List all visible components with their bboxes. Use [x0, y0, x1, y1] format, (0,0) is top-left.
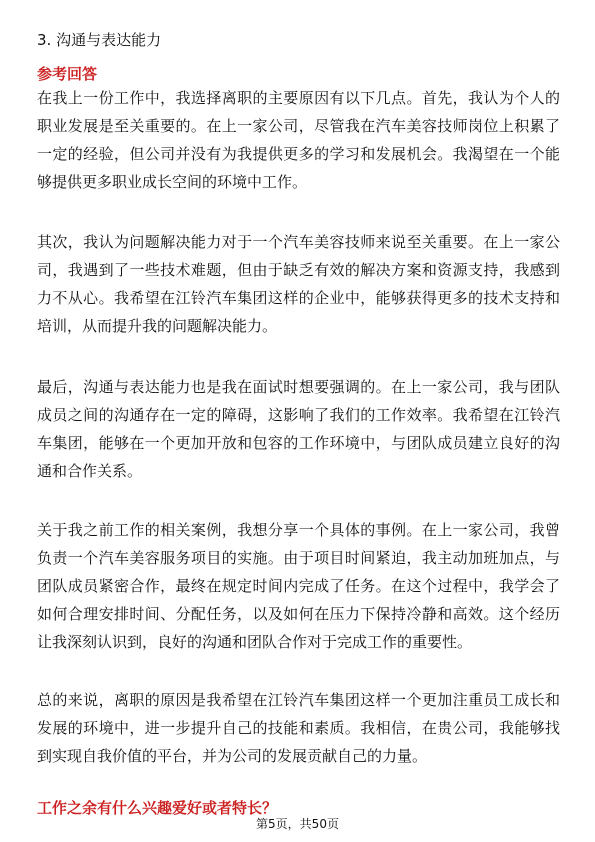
reference-answer-label: 参考回答 [37, 65, 98, 83]
answer-paragraph-4: 关于我之前工作的相关案例，我想分享一个具体的事例。在上一家公司，我曾负责一个汽车美容服务项目的实施。由于项目时间紧迫，我主动加班加点，与团队成员紧密合作，最终在规定时间内完成了任务。在这个过程中，我学会了如何合理安排时间、分配任务，以及如何在压力下保持冷静和高效。这个经历让我深刻认识到，良好的沟通和团队合作对于完成工作的重要性。 [37, 521, 560, 651]
answer-paragraph-2: 其次，我认为问题解决能力对于一个汽车美容技师来说至关重要。在上一家公司，我遇到了一些技术难题，但由于缺乏有效的解决方案和资源支持，我感到力不从心。我希望在江铃汽车集团这样的企业中，能够获得更多的技术支持和培训，从而提升我的问题解决能力。 [37, 233, 560, 335]
answer-paragraph-1: 在我上一份工作中，我选择离职的主要原因有以下几点。首先，我认为个人的职业发展是至关重要的。在上一家公司，尽管我在汽车美容技师岗位上积累了一定的经验，但公司并没有为我提供更多的学习和发展机会。我渴望在一个能够提供更多职业成长空间的环境中工作。 [37, 89, 560, 191]
page-number-footer: 第5页，共50页 [256, 817, 339, 831]
answer-paragraph-5: 总的来说，离职的原因是我希望在江铃汽车集团这样一个更加注重员工成长和发展的环境中，进一步提升自己的技能和素质。我相信，在贵公司，我能够找到实现自我价值的平台，并为公司的发展贡献自己的力量。 [37, 691, 560, 765]
answer-paragraph-3: 最后，沟通与表达能力也是我在面试时想要强调的。在上一家公司，我与团队成员之间的沟通存在一定的障碍，这影响了我们的工作效率。我希望在江铃汽车集团，能够在一个更加开放和包容的工作环境中，与团队成员建立良好的沟通和合作关系。 [37, 378, 560, 480]
section-heading: 3. 沟通与表达能力 [37, 31, 162, 49]
next-question-heading: 工作之余有什么兴趣爱好或者特长？ [37, 799, 278, 817]
